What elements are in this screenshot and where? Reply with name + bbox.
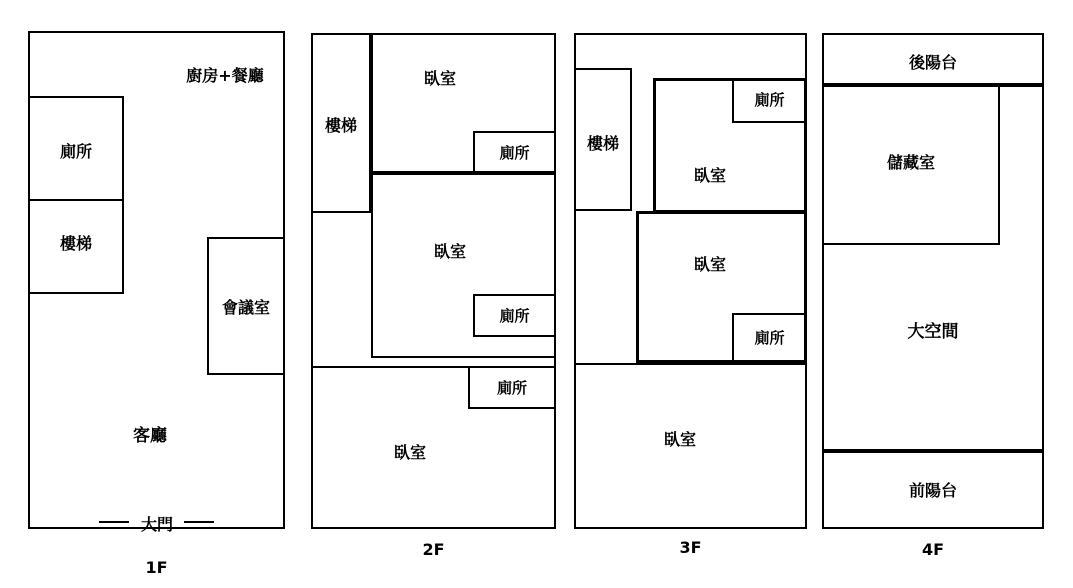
1f-stairs-label: 樓梯 (59, 234, 92, 253)
4f-front-balcony-label: 前陽台 (908, 481, 957, 500)
2f-toilet-bottom-label: 廁所 (496, 379, 527, 397)
2f-bedroom-mid-label: 臥室 (433, 242, 466, 261)
1f-kitchen-dining-label: 廚房+餐廳 (186, 66, 264, 85)
1f-main-door-line-left (99, 521, 129, 523)
2f-toilet-mid-label: 廁所 (499, 307, 530, 325)
3f-toilet-mid-label: 廁所 (754, 329, 785, 347)
2f-bedroom-bottom-label: 臥室 (393, 443, 426, 462)
3f-toilet-top-label: 廁所 (754, 91, 785, 109)
1f-living-room-label: 客廳 (133, 426, 167, 446)
4f-floor-tag: 4F (921, 540, 945, 559)
3f-bedroom-bottom-label: 臥室 (663, 430, 696, 449)
3f-bedroom-top-label: 臥室 (693, 166, 726, 185)
4f-large-space-label: 大空間 (907, 322, 959, 342)
4f-rear-balcony-label: 後陽台 (908, 53, 957, 72)
2f-floor-tag: 2F (422, 540, 445, 559)
2f-stairs-label: 樓梯 (324, 116, 357, 135)
1f-main-door-line-right (184, 521, 214, 523)
2f-bedroom-top-label: 臥室 (423, 69, 456, 88)
4f-storage-room-label: 儲藏室 (886, 153, 935, 172)
3f-floor-tag: 3F (679, 538, 702, 557)
1f-toilet-label: 廁所 (59, 142, 92, 161)
1f-floor-tag: 1F (145, 558, 168, 577)
3f-bedroom-mid-label: 臥室 (693, 255, 726, 274)
3f-stairs-label: 樓梯 (586, 134, 619, 153)
1f-meeting-room-label: 會議室 (221, 298, 270, 317)
2f-toilet-top-label: 廁所 (499, 144, 530, 162)
4f-large-space-room (822, 85, 1044, 451)
1f-main-door-label: 大門 (140, 515, 173, 534)
